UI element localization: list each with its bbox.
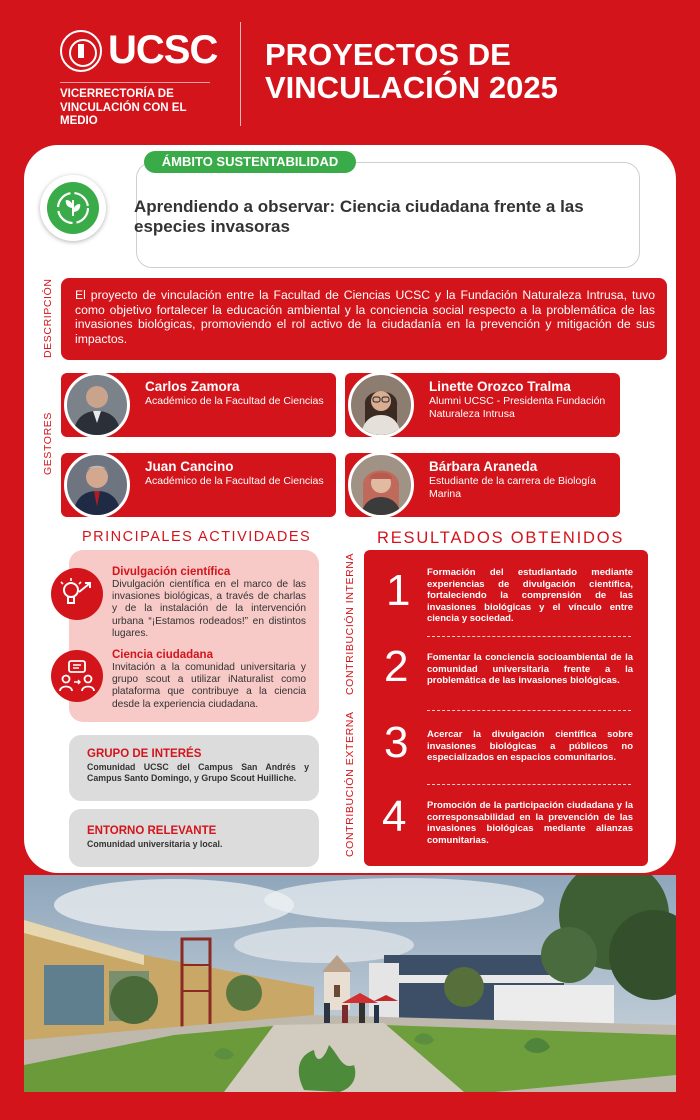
manager-name: Carlos Zamora <box>145 379 240 394</box>
description-box: El proyecto de vinculación entre la Facultad de Ciencias UCSC y la Fundación Naturaleza Intrusa, tuvo como objetivo fortalecer la educación ambiental y la conciencia social respecto a la problemática de las invasiones biológicas, promoviendo el rol activo de la ciudadanía en la prevención y mitigación de sus impactos. <box>61 278 667 360</box>
result-divider <box>427 710 631 711</box>
activity-text: Invitación a la comunidad universitaria y grupo scout a utilizar iNaturalist como plataforma que contribuye a la ciencia desde la experiencia ciudadana. <box>112 662 306 710</box>
result-number: 2 <box>384 642 409 691</box>
sustainability-icon <box>40 175 106 241</box>
manager-name: Linette Orozco Tralma <box>429 379 571 394</box>
manager-role: Académico de la Facultad de Ciencias <box>145 395 324 407</box>
community-icon <box>51 650 103 702</box>
manager-role: Alumni UCSC - Presidenta Fundación Naturaleza Intrusa <box>429 395 606 420</box>
result-number: 3 <box>384 718 409 767</box>
activity-title: Divulgación científica <box>112 566 231 578</box>
avatar <box>348 372 414 438</box>
result-text: Promoción de la participación ciudadana y la corresponsabilidad en la prevención de las invasiones biológicas mediante alianzas comunitarias. <box>427 800 633 846</box>
manager-card <box>61 453 336 517</box>
internal-contribution-label: CONTRIBUCIÓN INTERNA <box>344 552 356 695</box>
manager-role: Académico de la Facultad de Ciencias <box>145 475 324 487</box>
result-text: Formación del estudiantado mediante experiencias de divulgación científica, fortaleciendo la comprensión de las invasiones biológicas y el vínculo entre ciencia y sociedad. <box>427 567 633 625</box>
header <box>0 0 700 145</box>
external-contribution-label: CONTRIBUCIÓN EXTERNA <box>344 711 356 857</box>
manager-name: Juan Cancino <box>145 459 234 474</box>
interest-group-title: GRUPO DE INTERÉS <box>87 748 202 760</box>
ucsc-seal-icon <box>60 30 102 72</box>
result-text: Fomentar la conciencia socioambiental de la comunidad universitaria frente a la problemática de las invasiones biológicas. <box>427 652 633 687</box>
result-divider <box>427 636 631 637</box>
avatar <box>64 372 130 438</box>
interest-group-box <box>69 735 319 801</box>
environment-title: ENTORNO RELEVANTE <box>87 825 217 837</box>
description-label: DESCRIPCIÓN <box>42 278 54 358</box>
manager-card <box>61 373 336 437</box>
manager-role: Estudiante de la carrera de Biología Marina <box>429 475 596 500</box>
activities-heading: PRINCIPALES ACTIVIDADES <box>82 529 312 545</box>
manager-name: Bárbara Araneda <box>429 459 538 474</box>
interest-group-text: Comunidad UCSC del Campus San Andrés y Campus Santo Domingo, y Grupo Scout Huilliche. <box>87 762 309 783</box>
manager-card <box>345 453 620 517</box>
activity-title: Ciencia ciudadana <box>112 649 213 661</box>
main-card <box>24 145 676 873</box>
manager-card <box>345 373 620 437</box>
result-number: 4 <box>382 792 407 841</box>
avatar <box>348 452 414 518</box>
result-text: Acercar la divulgación científica sobre invasiones biológicas a públicos no especializados en espacios comunitarios. <box>427 729 633 764</box>
environment-text: Comunidad universitaria y local. <box>87 839 223 849</box>
avatar <box>64 452 130 518</box>
managers-label: GESTORES <box>42 412 54 475</box>
logo-divider <box>60 82 210 83</box>
page-title: PROYECTOS DE VINCULACIÓN 2025 <box>265 37 558 105</box>
science-outreach-icon <box>51 568 103 620</box>
results-box <box>364 550 648 866</box>
activity-text: Divulgación científica en el marco de las invasiones biológicas, a través de charlas y de la instalación de la intervención urbana “¡Estamos rodeados!” en distintos lugares. <box>112 579 306 639</box>
ambito-tag: ÁMBITO SUSTENTABILIDAD <box>144 151 356 173</box>
header-divider <box>240 22 241 126</box>
results-heading: RESULTADOS OBTENIDOS <box>377 529 625 547</box>
ucsc-logo: UCSC <box>108 28 218 72</box>
logo-subtitle: VICERRECTORÍA DE VINCULACIÓN CON EL MEDIO <box>60 88 187 127</box>
result-number: 1 <box>386 566 411 615</box>
environment-box <box>69 809 319 867</box>
project-title: Aprendiendo a observar: Ciencia ciudadana frente a las especies invasoras <box>134 197 584 236</box>
campus-photo <box>24 875 676 1092</box>
result-divider <box>427 784 631 785</box>
